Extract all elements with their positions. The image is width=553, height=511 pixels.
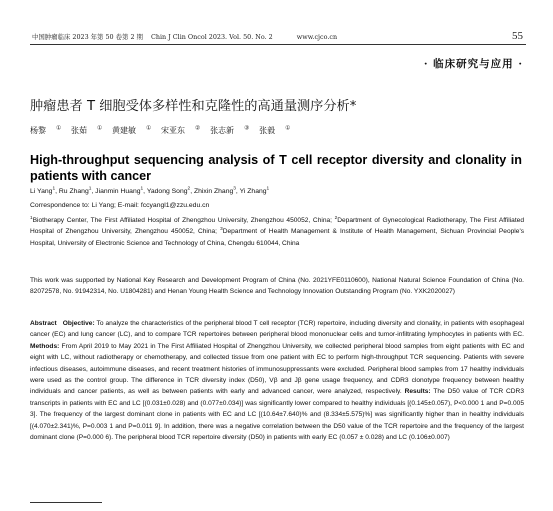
objective-text: To analyze the characteristics of the peripheral blood T cell receptor (TCR) repertoire, including diversity and clonality, in patients with esophageal cancer (EC) and lung cancer (LC), and to compare TCR repertoires between peripheral blood mononuclear cells and tumor-infiltrating lymphocytes in patients with EC. <box>30 320 524 339</box>
affiliation-mark: 3 <box>220 226 223 232</box>
author-name: Jianmin Huang <box>95 188 141 195</box>
journal-url: www.cjco.cn <box>296 33 338 41</box>
journal-name-cn: 中国肿瘤临床 2023 年第 50 卷第 2 期 <box>32 33 143 41</box>
affiliation-text: Department of Gynecological Radiotherapy, The First Affiliated Hospital of Zhengzhou University, Zhengzhou 450052, China; <box>30 217 524 236</box>
author <box>71 126 102 135</box>
methods-label: Methods: <box>30 342 60 350</box>
page-number: 55 <box>512 30 523 42</box>
affiliation-mark: 2 <box>334 214 338 220</box>
running-header <box>32 32 522 41</box>
author-name: 杨黎 <box>30 126 46 135</box>
results-text: The D50 value of TCR CDR3 transcripts in patients with EC and LC [(0.031±0.028) and (0.077±0.034)] was significantly lower compared to healthy individuals [(0.145±0.057), P<0.000 1 and P=0.005 3]. The frequency of the largest dominant clone in patients with EC and LC [(10.64±7.640)% and (8.334±5.575)%] was significantly higher than in healthy individuals [(4.070±2.341)%, P=0.003 1 and P=0.011 9]. In addition, there was a negative correlation between the D50 value of the TCR repertoire and the frequency of the largest dominant clone (P=0.000 6). The peripheral blood TCR repertoire diversity (D50) in patients with early EC (0.057 ± 0.028) and LC (0.106±0.007) <box>30 388 524 442</box>
author-affiliation-mark: 1 <box>266 186 270 192</box>
author: Li Yang$^1$, <box>30 186 59 195</box>
title-zh-text: 肿瘤患者 T 细胞受体多样性和克隆性的高通量测序分析* <box>30 99 357 114</box>
author-name: 张志新 <box>210 126 235 135</box>
author-affiliation-mark: 1 <box>88 186 92 192</box>
author-affiliation-mark: 1 <box>52 186 56 192</box>
author-name: 张茹 <box>71 126 88 135</box>
author: Ru Zhang$^1$, <box>58 186 96 195</box>
objective-label: Objective: <box>62 320 95 327</box>
affiliations <box>30 215 524 249</box>
author: Jianmin Huang$^1$, <box>95 186 147 195</box>
author-name: Ru Zhang <box>58 188 89 195</box>
author-name: 张毅 <box>259 126 276 135</box>
journal-name-en: Chin J Clin Oncol 2023. Vol. 50. No. 2 <box>151 33 273 41</box>
author-name: 宋亚东 <box>161 126 186 135</box>
authors-zh <box>30 125 300 136</box>
author-affiliation-mark: 1 <box>140 186 144 192</box>
author-name: Yi Zhang <box>239 188 267 195</box>
abstract <box>30 318 524 443</box>
author <box>112 126 151 135</box>
funding-statement: This work was supported by National Key Research and Development Program of China (No. 2021YFE0110600), National Natural Science Foundation of China (No. 82072578, No. 91942314, No. U1804281) and Henan Young Health Science and Technology Innovation Outstanding Program (No. YXK2020027) <box>30 277 524 296</box>
title-en: High-throughput sequencing analysis of T cell receptor diversity and clonality in patients with cancer <box>30 153 522 183</box>
author-name: Li Yang <box>30 188 53 195</box>
author-affiliation-mark: ① <box>146 125 152 132</box>
methods-text: From April 2019 to May 2021 in The First Affiliated Hospital of Zhengzhou University, we collected peripheral blood samples from eight patients with EC and eight with LC, without radiotherapy or chemotherapy, and collected tissue from one patient with EC to perform high-throughput TCR sequencing. Patients with severe infectious diseases, autoimmune diseases, and recent treatment histories of immunosuppressants were excluded. Peripheral blood samples from 17 healthy individuals were used as the control group. The difference in TCR diversity index (D50), Vβ and Jβ gene usage frequency, and CDR3 clonotype frequency between healthy individuals and cancer patients, as well as between patients with early and advanced cancer, were analyzed, respectively. <box>30 342 524 396</box>
author-name: 黄建敏 <box>112 126 137 135</box>
affiliation-mark: 1 <box>30 214 33 220</box>
author-affiliation-mark: ① <box>285 125 291 132</box>
author-affiliation-mark: ① <box>56 125 62 132</box>
author <box>210 126 249 135</box>
section-label: · 临床研究与应用 · <box>423 58 523 70</box>
footnote-rule <box>30 502 102 503</box>
author-name: Yadong Song <box>146 188 188 195</box>
correspondence: Correspondence to: Li Yang; E-mail: fccyangl1@zzu.edu.cn <box>30 202 210 209</box>
author <box>161 126 200 135</box>
author <box>259 126 290 135</box>
author-affiliation-mark: 3 <box>233 186 236 192</box>
author <box>240 188 270 195</box>
affiliation-text: Biotherapy Center, The First Affiliated Hospital of Zhengzhou University, Zhengzhou 450052, China; <box>32 217 335 224</box>
abstract-label: Abstract <box>30 320 57 327</box>
title-zh <box>30 95 356 114</box>
authors-en <box>30 188 269 195</box>
results-label: Results: <box>404 388 431 396</box>
author-affiliation-mark: ③ <box>244 125 250 132</box>
header-rule <box>30 44 526 45</box>
author: Zhixin Zhang$^3$, <box>193 186 240 195</box>
author <box>30 126 61 135</box>
affiliation-text: Department of Health Management & Institute of Health Management, Sichuan Provincial People's Hospital, University of Electronic Science and Technology of China, Chengdu 610044, China <box>30 228 524 247</box>
author: Yadong Song$^2$, <box>146 186 194 195</box>
author-name: Zhixin Zhang <box>193 188 234 195</box>
author-affiliation-mark: 2 <box>187 186 191 192</box>
author-affiliation-mark: ② <box>195 125 201 132</box>
author-affiliation-mark: ① <box>97 125 103 132</box>
